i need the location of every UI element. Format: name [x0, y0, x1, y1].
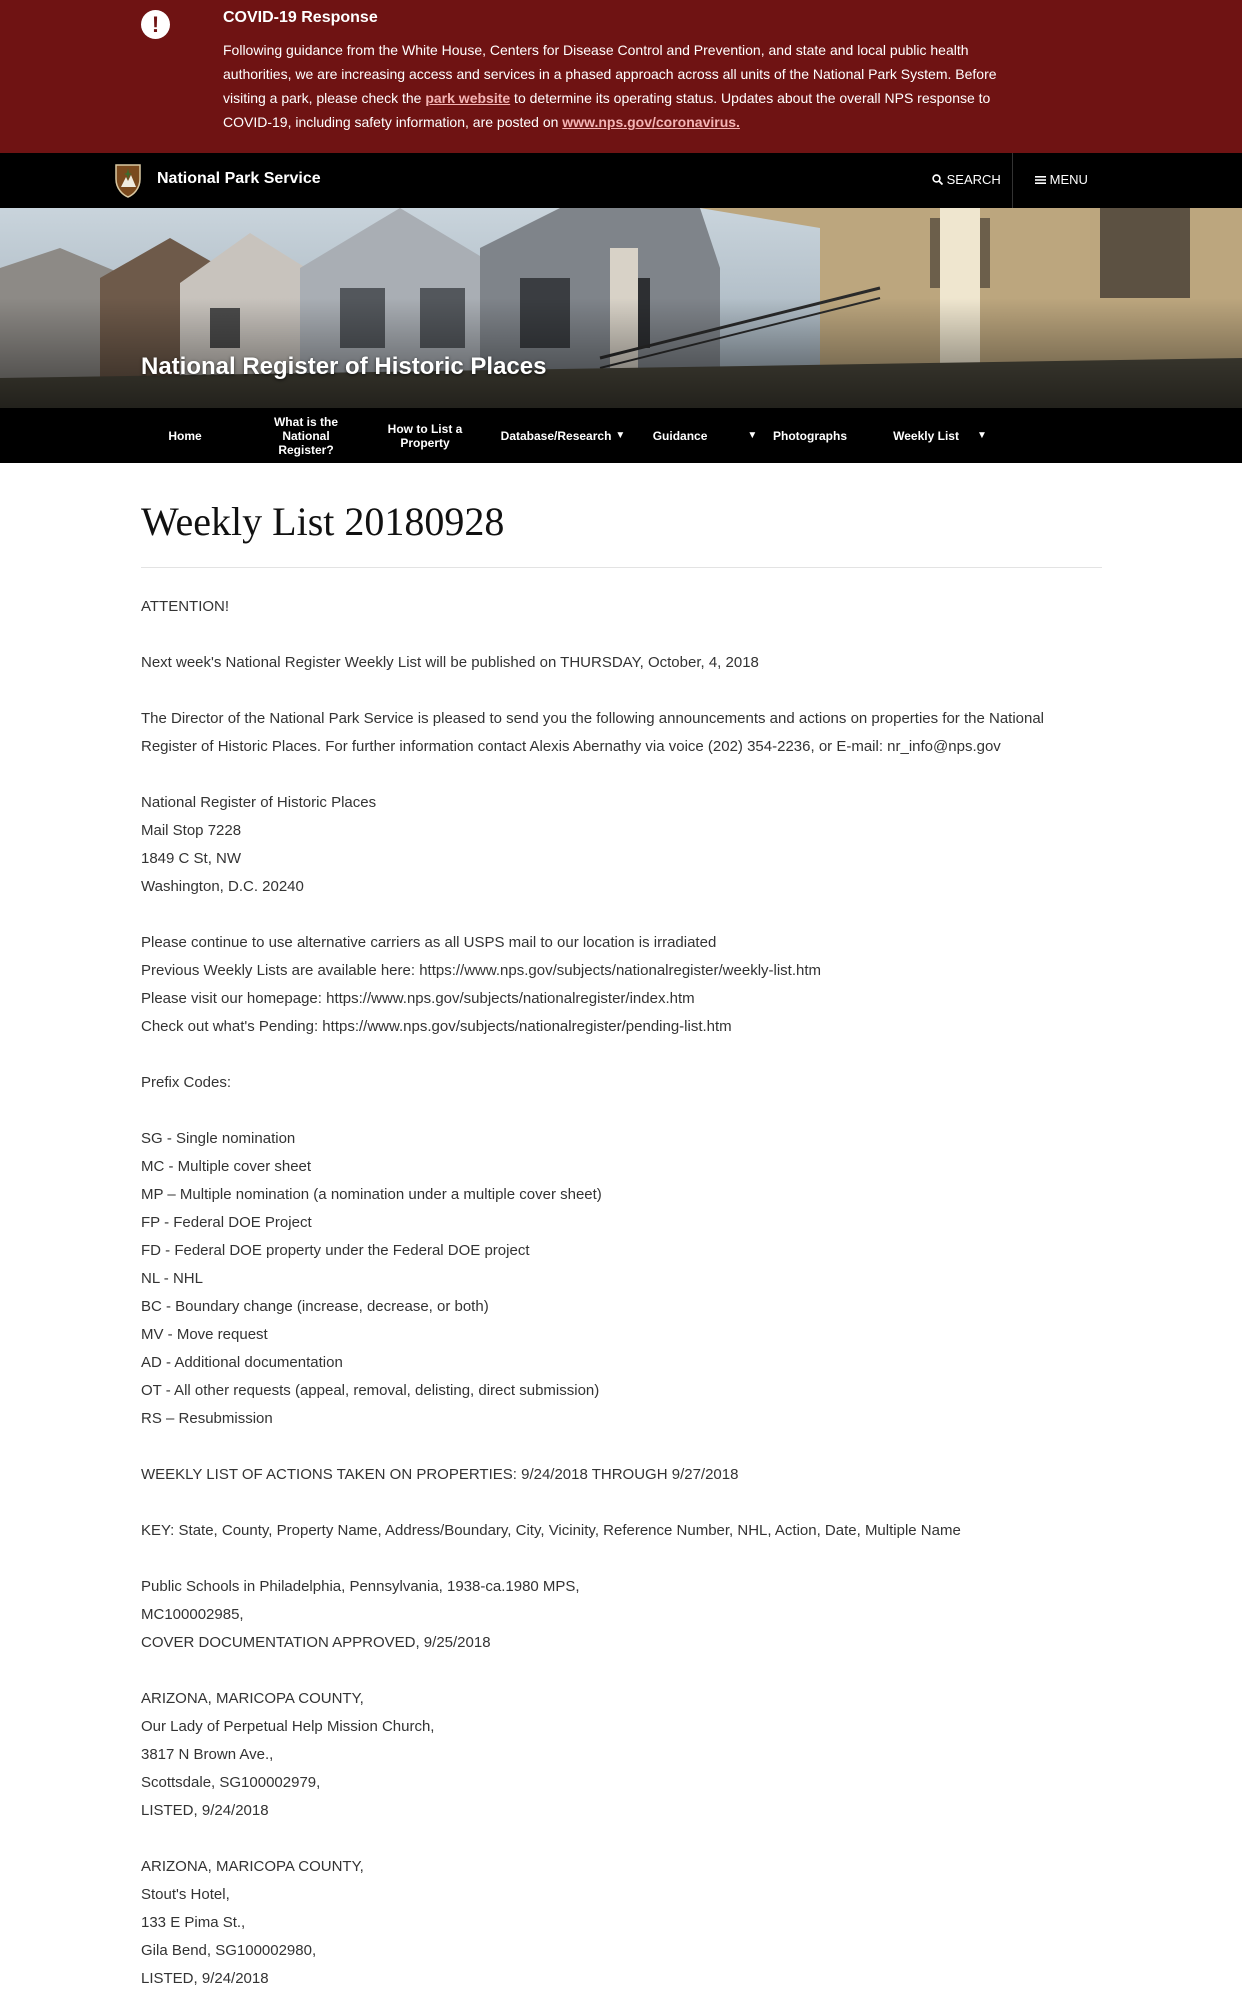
prefix-code: MC - Multiple cover sheet: [141, 1158, 312, 1175]
prefix-code: RS – Resubmission: [141, 1410, 273, 1427]
entry-line: ARIZONA, MARICOPA COUNTY,: [141, 1858, 364, 1875]
subnav-photographs[interactable]: Photographs: [773, 428, 847, 443]
entry-line: Public Schools in Philadelphia, Pennsylvania, 1938-ca.1980 MPS,: [141, 1578, 580, 1595]
entry-line: Our Lady of Perpetual Help Mission Church,: [141, 1718, 435, 1735]
nps-arrowhead-logo-icon[interactable]: [114, 163, 142, 198]
weekly-actions-heading: WEEKLY LIST OF ACTIONS TAKEN ON PROPERTIES: 9/24/2018 THROUGH 9/27/2018: [141, 1466, 739, 1483]
address-line: Washington, D.C. 20240: [141, 878, 304, 895]
address-line: 1849 C St, NW: [141, 850, 242, 867]
entry-line: MC100002985,: [141, 1606, 244, 1623]
page-title: Weekly List 20180928: [141, 499, 505, 544]
prefix-code: MV - Move request: [141, 1326, 268, 1343]
entry-line: Scottsdale, SG100002979,: [141, 1774, 321, 1791]
next-week-notice: Next week's National Register Weekly List will be published on THURSDAY, October, 4, 2018: [141, 654, 759, 671]
notice-line: Previous Weekly Lists are available here: https://www.nps.gov/subjects/nationalregister/weekly-list.htm: [141, 962, 822, 979]
main-content: [141, 463, 1102, 1993]
prefix-code: AD - Additional documentation: [141, 1354, 343, 1371]
caret-down-icon: ▼: [747, 429, 758, 441]
prefix-code: OT - All other requests (appeal, removal, delisting, direct submission): [141, 1382, 600, 1399]
address-line: Mail Stop 7228: [141, 822, 242, 839]
prefix-code: BC - Boundary change (increase, decrease, or both): [141, 1298, 489, 1315]
nav-divider: [1012, 153, 1013, 208]
entry-line: Stout's Hotel,: [141, 1886, 230, 1903]
covid-banner: [0, 0, 1242, 153]
notice-line: Please continue to use alternative carriers as all USPS mail to our location is irradiated: [141, 934, 717, 951]
covid-title: COVID-19 Response: [223, 9, 378, 26]
subnav-how-to-list[interactable]: How to List a Property: [387, 421, 463, 450]
top-navbar: [0, 153, 1242, 208]
subnav-home[interactable]: Home: [168, 428, 202, 443]
prefix-code: SG - Single nomination: [141, 1130, 296, 1147]
park-website-link[interactable]: park website: [425, 90, 511, 106]
subnav-weekly-list[interactable]: Weekly List ▼: [893, 428, 987, 443]
menu-button[interactable]: MENU: [1035, 172, 1088, 187]
entry-line: Gila Bend, SG100002980,: [141, 1942, 317, 1959]
prefix-code: NL - NHL: [141, 1270, 203, 1287]
subnav-database-research[interactable]: Database/Research ▼: [500, 428, 626, 443]
attention-text: ATTENTION!: [141, 598, 230, 615]
exclamation-icon: !: [141, 10, 170, 39]
prefix-code: FD - Federal DOE property under the Federal DOE project: [141, 1242, 530, 1259]
entry-line: LISTED, 9/24/2018: [141, 1802, 269, 1819]
coronavirus-link[interactable]: www.nps.gov/coronavirus.: [562, 114, 740, 130]
key-legend: KEY: State, County, Property Name, Address/Boundary, City, Vicinity, Reference Number, NHL, Action, Date, Multiple Name: [141, 1522, 961, 1539]
article-body: [141, 593, 1102, 1993]
entry-line: LISTED, 9/24/2018: [141, 1970, 269, 1987]
covid-text: Following guidance from the White House, Centers for Disease Control and Prevention, and state and local public health authorities, we are increasing access and services in a phased approach across all units of the National Park System. Before visiting a park, please check the park website to determine its operating status. Updates about the overall NPS response to COVID-19, including safety information, are posted on www.nps.gov/coronavirus.: [223, 42, 997, 130]
entry-line: ARIZONA, MARICOPA COUNTY,: [141, 1690, 364, 1707]
notice-line: Check out what's Pending: https://www.nps.gov/subjects/nationalregister/pending-list.htm: [141, 1018, 732, 1035]
site-name[interactable]: National Park Service: [157, 170, 321, 187]
search-button[interactable]: SEARCH: [932, 172, 1001, 187]
caret-down-icon: ▼: [976, 429, 987, 441]
hero-banner: [0, 208, 1242, 408]
subnav-what-is-the-register[interactable]: What is the National Register?: [273, 414, 338, 457]
prefix-code: MP – Multiple nomination (a nomination under a multiple cover sheet): [141, 1186, 602, 1203]
hamburger-icon: [1035, 175, 1046, 185]
prefix-code: FP - Federal DOE Project: [141, 1214, 312, 1231]
section-navbar: [0, 408, 1242, 463]
notice-line: Please visit our homepage: https://www.nps.gov/subjects/nationalregister/index.htm: [141, 990, 695, 1007]
entry-line: COVER DOCUMENTATION APPROVED, 9/25/2018: [141, 1634, 491, 1651]
hero-title: National Register of Historic Places: [141, 353, 547, 380]
title-divider: [141, 567, 1102, 568]
entry-line: 133 E Pima St.,: [141, 1914, 246, 1931]
prefix-codes-heading: Prefix Codes:: [141, 1074, 232, 1091]
entry-line: 3817 N Brown Ave.,: [141, 1746, 274, 1763]
search-icon: [932, 174, 943, 185]
director-announcement: The Director of the National Park Service is pleased to send you the following announcements and actions on properties for the National Register of Historic Places. For further information contact Alexis Abernathy via voice (202) 354-2236, or E-mail: nr_info@nps.gov: [141, 710, 1045, 755]
subnav-guidance[interactable]: Guidance ▼: [652, 428, 758, 443]
address-line: National Register of Historic Places: [141, 794, 377, 811]
caret-down-icon: ▼: [615, 429, 626, 441]
